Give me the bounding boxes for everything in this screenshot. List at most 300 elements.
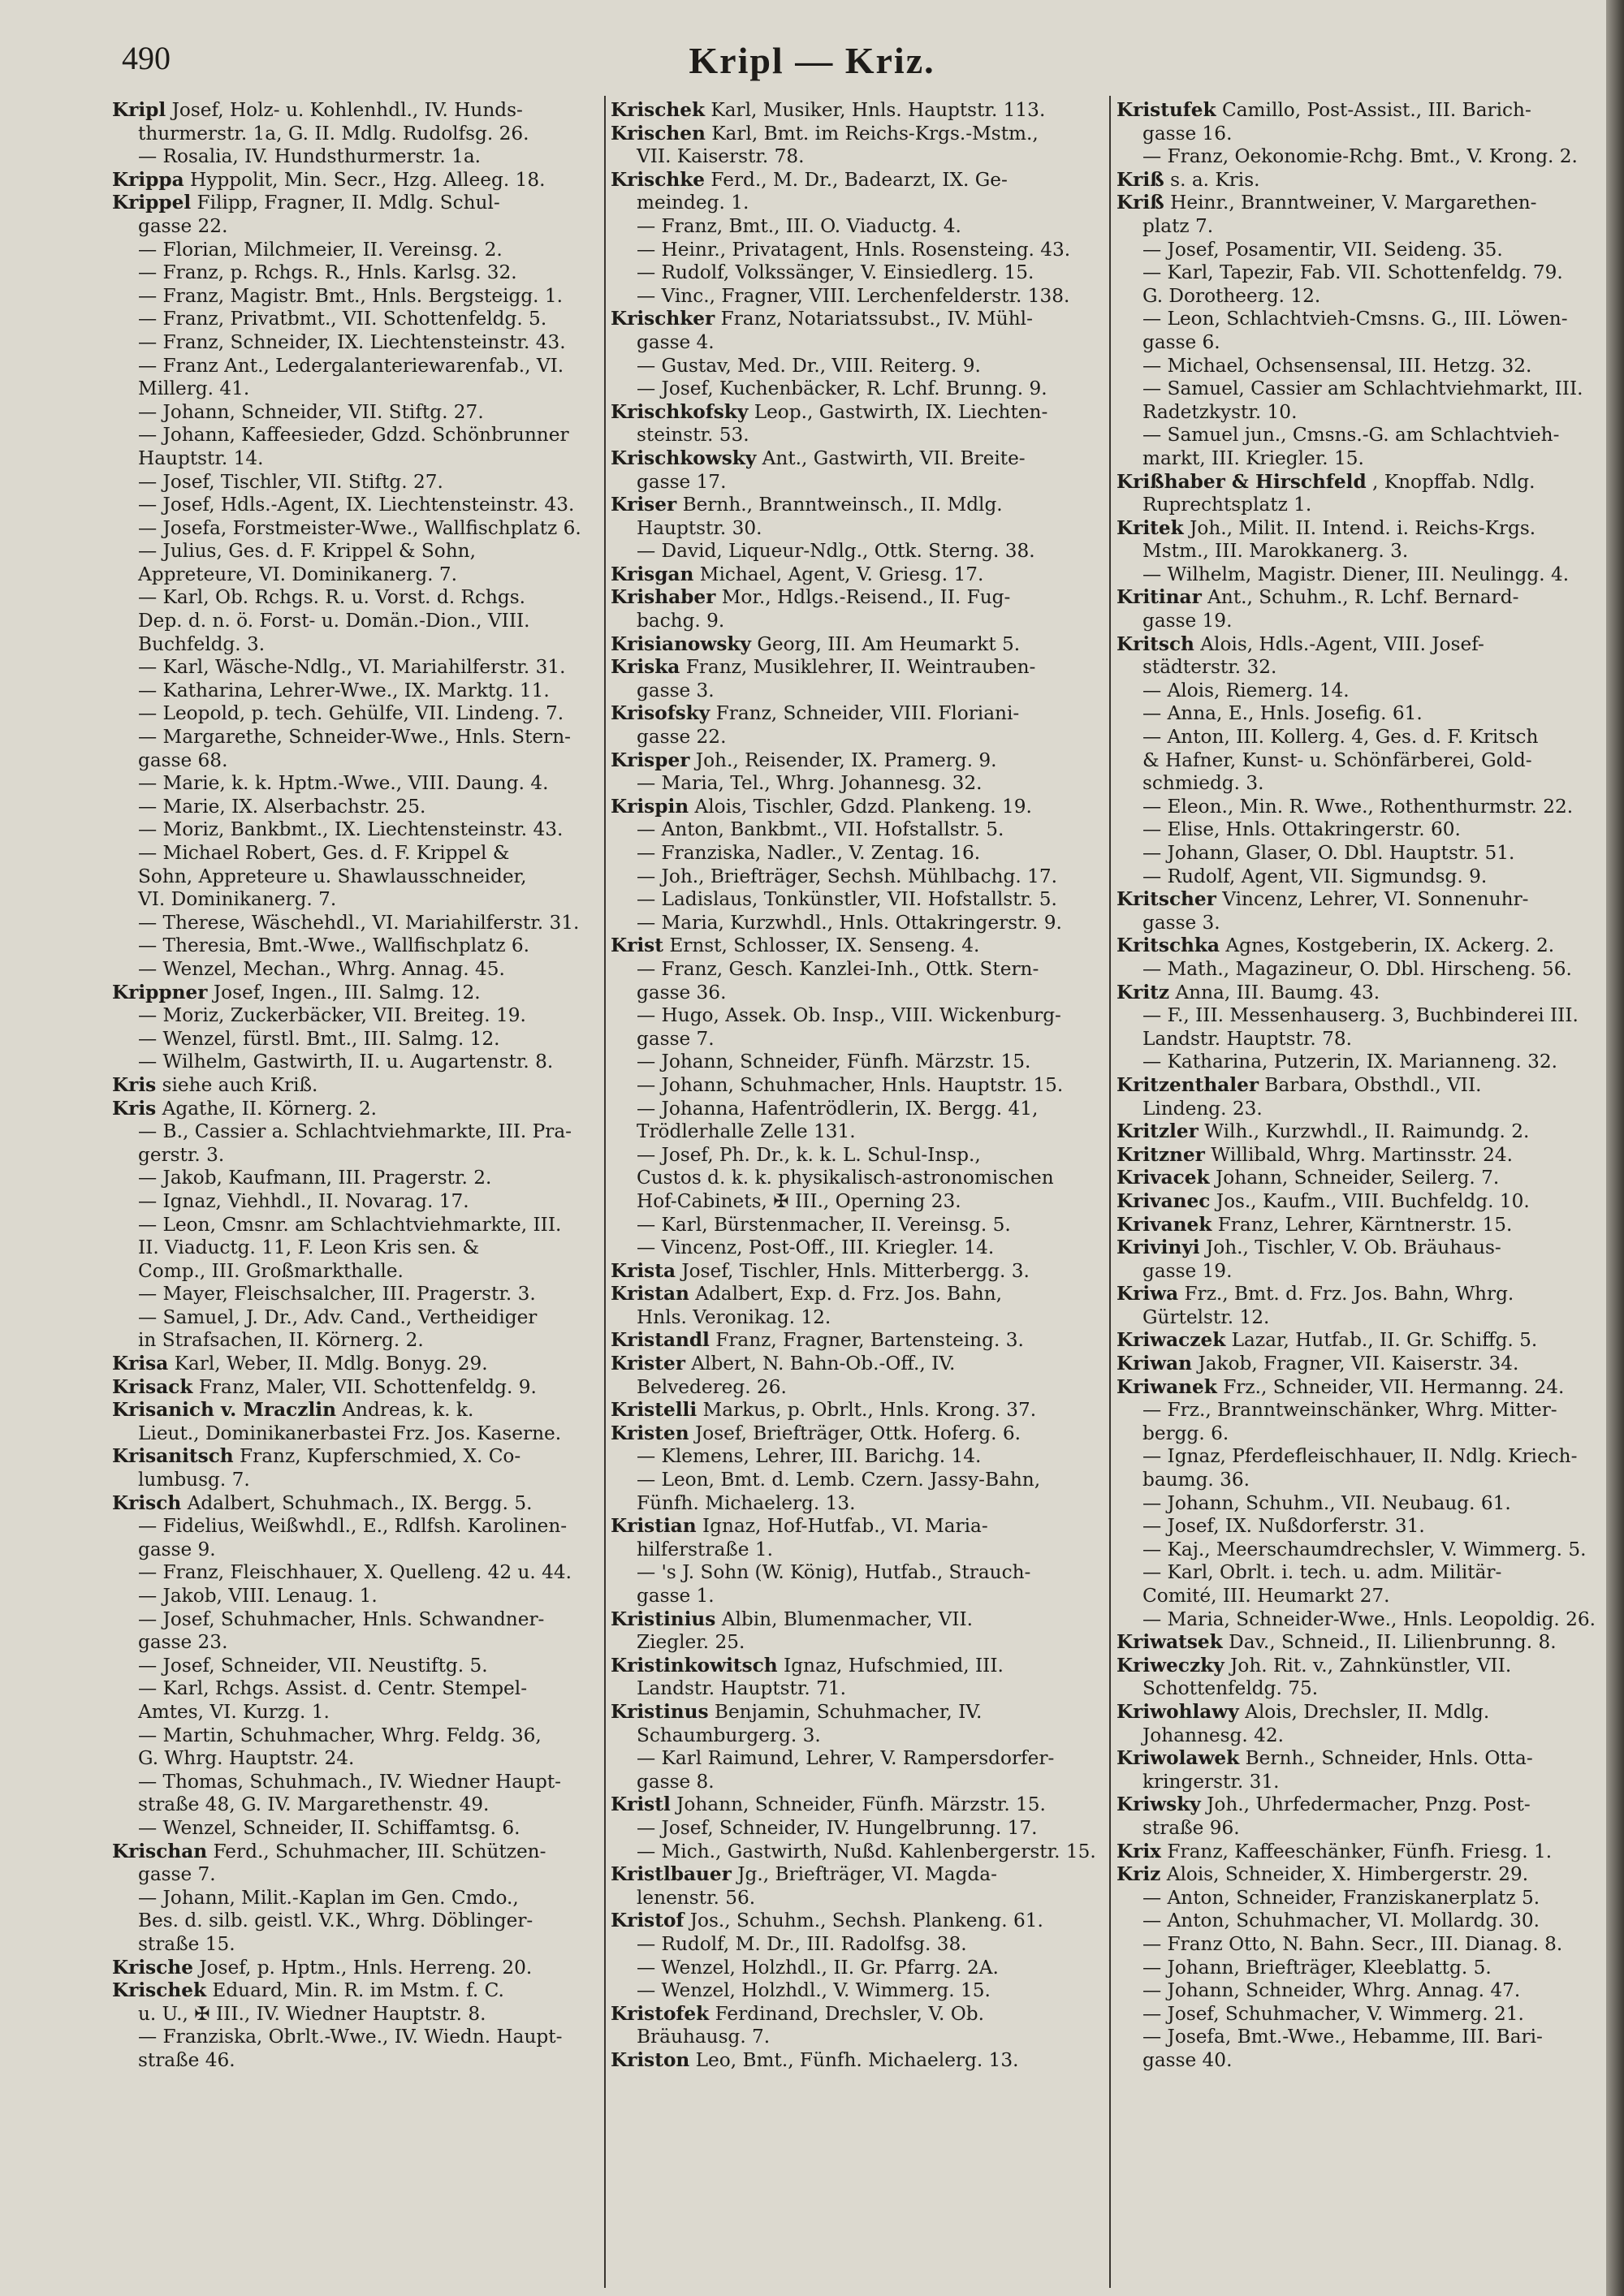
directory-entry bbox=[1116, 888, 1604, 912]
entry-surname: Krisch bbox=[112, 1491, 182, 1514]
directory-entry bbox=[1116, 1445, 1604, 1469]
directory-entry bbox=[1116, 1933, 1604, 1957]
entry-text: , Knopffab. Ndlg. bbox=[1372, 470, 1535, 493]
entry-text: gerstr. 3. bbox=[138, 1143, 225, 1166]
directory-entry bbox=[112, 633, 599, 657]
directory-entry bbox=[611, 865, 1098, 889]
entry-surname: Kristinkowitsch bbox=[611, 1654, 778, 1677]
directory-entry bbox=[1116, 145, 1604, 169]
directory-entry bbox=[112, 1190, 599, 1214]
entry-text: Schottenfeldg. 75. bbox=[1142, 1677, 1319, 1700]
entry-text: Joh. Rit. v., Zahnkünstler, VII. bbox=[1230, 1654, 1512, 1677]
entry-text: Joh., Uhrfedermacher, Pnzg. Post- bbox=[1207, 1793, 1531, 1816]
column-middle bbox=[611, 99, 1098, 2072]
directory-entry bbox=[1116, 355, 1604, 378]
directory-entry bbox=[611, 1655, 1098, 1678]
directory-entry bbox=[1116, 1028, 1604, 1051]
entry-text: Alois, Hdls.-Agent, VIII. Josef- bbox=[1200, 632, 1484, 655]
entry-text: straße 48, G. IV. Margarethenstr. 49. bbox=[138, 1793, 490, 1816]
entry-text: — Johann, Schneider, Whrg. Annag. 47. bbox=[1142, 1979, 1521, 2002]
directory-entry bbox=[1116, 517, 1604, 541]
directory-entry bbox=[611, 749, 1098, 773]
entry-text: — Johann, Schneider, Fünfh. Märzstr. 15. bbox=[637, 1051, 1031, 1073]
entry-text: Andreas, k. k. bbox=[342, 1399, 474, 1422]
directory-entry bbox=[611, 239, 1098, 262]
entry-text: — B., Cassier a. Schlachtviehmarkte, III. Pra- bbox=[138, 1120, 572, 1143]
entry-text: — Johann, Glaser, O. Dbl. Hauptstr. 51. bbox=[1142, 842, 1515, 864]
directory-entry bbox=[611, 517, 1098, 541]
directory-entry bbox=[1116, 261, 1604, 285]
directory-entry bbox=[1116, 1376, 1604, 1400]
directory-entry bbox=[611, 494, 1098, 517]
entry-text: Franz, Kaffeeschänker, Fünfh. Friesg. 1. bbox=[1167, 1840, 1553, 1862]
entry-text: & Hafner, Kunst- u. Schönfärberei, Gold- bbox=[1142, 749, 1532, 771]
entry-text: Ferd., M. Dr., Badearzt, IX. Ge- bbox=[710, 168, 1008, 191]
entry-surname: Kriser bbox=[611, 494, 677, 516]
directory-entry bbox=[112, 1933, 599, 1957]
directory-entry bbox=[112, 1910, 599, 1933]
entry-text: Adalbert, Schuhmach., IX. Bergg. 5. bbox=[187, 1491, 533, 1514]
directory-entry bbox=[611, 331, 1098, 355]
entry-text: — Rudolf, M. Dr., III. Radolfsg. 38. bbox=[637, 1932, 967, 1955]
directory-entry bbox=[112, 123, 599, 146]
directory-entry bbox=[611, 934, 1098, 958]
entry-text: — Josefa, Forstmeister-Wwe., Wallfischplatz 6. bbox=[138, 516, 581, 539]
entry-text: Buchfeldg. 3. bbox=[138, 632, 266, 655]
directory-entry bbox=[611, 471, 1098, 494]
entry-surname: Kristlbauer bbox=[611, 1863, 732, 1886]
entry-text: hilferstraße 1. bbox=[637, 1538, 773, 1560]
entry-text: Albert, N. Bahn-Ob.-Off., IV. bbox=[691, 1353, 956, 1375]
entry-text: Agathe, II. Körnerg. 2. bbox=[162, 1097, 377, 1120]
directory-entry bbox=[611, 1631, 1098, 1655]
directory-entry bbox=[611, 1561, 1098, 1585]
entry-text: — 's J. Sohn (W. König), Hutfab., Strauch- bbox=[637, 1561, 1031, 1584]
directory-entry bbox=[611, 1841, 1098, 1864]
entry-text: — Karl Raimund, Lehrer, V. Rampersdorfer- bbox=[637, 1747, 1055, 1770]
entry-surname: Kritschka bbox=[1116, 934, 1220, 957]
directory-entry bbox=[112, 308, 599, 331]
entry-surname: Kristandl bbox=[611, 1329, 710, 1352]
directory-entry bbox=[611, 1329, 1098, 1353]
entry-text: — Josef, Schneider, VII. Neustiftg. 5. bbox=[138, 1654, 488, 1677]
entry-text: — Josef, Tischler, VII. Stiftg. 27. bbox=[138, 470, 443, 493]
column-rule bbox=[1109, 96, 1111, 2288]
entry-text: Fünfh. Michaelerg. 13. bbox=[637, 1491, 856, 1514]
entry-text: in Strafsachen, II. Körnerg. 2. bbox=[138, 1329, 424, 1352]
directory-entry bbox=[112, 1260, 599, 1284]
entry-text: Michael, Agent, V. Griesg. 17. bbox=[699, 563, 984, 585]
directory-entry bbox=[112, 1979, 599, 2003]
entry-surname: Krischen bbox=[611, 122, 706, 145]
directory-entry bbox=[1116, 1492, 1604, 1516]
directory-entry bbox=[112, 1329, 599, 1353]
entry-text: Franz, Musiklehrer, II. Weintrauben- bbox=[685, 656, 1036, 679]
entry-text: — Moriz, Zuckerbäcker, VII. Breiteg. 19. bbox=[138, 1004, 526, 1027]
entry-text: Ruprechtsplatz 1. bbox=[1142, 494, 1312, 516]
directory-entry bbox=[611, 1515, 1098, 1539]
entry-text: — Anton, Schneider, Franziskanerplatz 5. bbox=[1142, 1886, 1540, 1909]
entry-text: Trödlerhalle Zelle 131. bbox=[637, 1120, 856, 1143]
directory-entry bbox=[611, 1957, 1098, 1980]
entry-text: — Johann, Schuhm., VII. Neubaug. 61. bbox=[1142, 1491, 1511, 1514]
entry-text: — Franz, Bmt., III. O. Viaductg. 4. bbox=[637, 214, 961, 237]
entry-surname: Krisa bbox=[112, 1353, 169, 1375]
entry-text: — Johanna, Hafentrödlerin, IX. Bergg. 41, bbox=[637, 1097, 1039, 1120]
directory-entry bbox=[1116, 424, 1604, 447]
directory-entry bbox=[1116, 2026, 1604, 2049]
entry-text: Bräuhausg. 7. bbox=[637, 2026, 771, 2048]
directory-entry bbox=[1116, 192, 1604, 215]
entry-text: gasse 7. bbox=[637, 1027, 715, 1050]
directory-entry bbox=[112, 1655, 599, 1678]
directory-entry bbox=[1116, 633, 1604, 657]
directory-entry bbox=[112, 1167, 599, 1190]
entry-text: Ferdinand, Drechsler, V. Ob. bbox=[715, 2002, 985, 2025]
entry-surname: Kriwohlawy bbox=[1116, 1700, 1239, 1723]
entry-text: Radetzkystr. 10. bbox=[1142, 400, 1298, 423]
directory-entry bbox=[112, 1422, 599, 1446]
directory-entry bbox=[611, 1144, 1098, 1167]
entry-text: gasse 17. bbox=[637, 470, 727, 493]
entry-text: — Karl, Rchgs. Assist. d. Centr. Stempel- bbox=[138, 1677, 528, 1700]
entry-text: — Leon, Bmt. d. Lemb. Czern. Jassy-Bahn, bbox=[637, 1469, 1041, 1491]
directory-entry bbox=[1116, 123, 1604, 146]
directory-entry bbox=[611, 1469, 1098, 1492]
entry-text: — Samuel jun., Cmsns.-G. am Schlachtvieh- bbox=[1142, 424, 1560, 447]
entry-surname: Kriwatsek bbox=[1116, 1631, 1223, 1654]
directory-entry bbox=[1116, 1631, 1604, 1655]
entry-text: Amtes, VI. Kurzg. 1. bbox=[138, 1700, 330, 1723]
directory-entry bbox=[1116, 1329, 1604, 1353]
directory-entry bbox=[1116, 1306, 1604, 1330]
directory-entry bbox=[1116, 1887, 1604, 1910]
entry-text: Markus, p. Obrlt., Hnls. Krong. 37. bbox=[702, 1399, 1037, 1422]
entry-text: — Wenzel, Holzhdl., V. Wimmerg. 15. bbox=[637, 1979, 991, 2002]
entry-text: — Margarethe, Schneider-Wwe., Hnls. Stern- bbox=[138, 726, 571, 749]
directory-entry bbox=[112, 1561, 599, 1585]
directory-entry bbox=[112, 586, 599, 610]
entry-text: G. Dorotheerg. 12. bbox=[1142, 284, 1321, 307]
entry-text: platz 7. bbox=[1142, 214, 1214, 237]
entry-surname: Kristufek bbox=[1116, 99, 1216, 121]
entry-surname: Kristinius bbox=[611, 1608, 716, 1630]
directory-entry bbox=[611, 958, 1098, 982]
entry-text: Filipp, Fragner, II. Mdlg. Schul- bbox=[197, 192, 500, 214]
entry-text: Jakob, Fragner, VII. Kaiserstr. 34. bbox=[1198, 1353, 1519, 1375]
directory-entry bbox=[1116, 239, 1604, 262]
entry-text: — Wenzel, fürstl. Bmt., III. Salmg. 12. bbox=[138, 1027, 500, 1050]
directory-entry bbox=[611, 702, 1098, 726]
entry-text: — Michael, Ochsensensal, III. Hetzg. 32. bbox=[1142, 354, 1532, 377]
entry-surname: Krisanitsch bbox=[112, 1445, 234, 1468]
directory-entry bbox=[112, 1817, 599, 1841]
directory-entry bbox=[1116, 1120, 1604, 1144]
directory-entry bbox=[1116, 1098, 1604, 1121]
directory-entry bbox=[112, 610, 599, 633]
entry-text: gasse 68. bbox=[138, 749, 228, 771]
entry-text: — Marie, k. k. Hptm.-Wwe., VIII. Daung. 4. bbox=[138, 772, 549, 795]
entry-text: — Frz., Branntweinschänker, Whrg. Mitter- bbox=[1142, 1399, 1557, 1422]
entry-text: — Josef, Schneider, IV. Hungelbrunng. 17. bbox=[637, 1816, 1038, 1839]
entry-text: — Leon, Schlachtvieh-Cmsns. G., III. Löwen- bbox=[1142, 308, 1568, 330]
entry-text: Jos., Schuhm., Sechsh. Plankeng. 61. bbox=[689, 1910, 1043, 1932]
directory-entry bbox=[112, 1724, 599, 1748]
column-left bbox=[112, 99, 599, 2072]
directory-entry bbox=[1116, 865, 1604, 889]
directory-entry bbox=[1116, 656, 1604, 680]
entry-text: Josef, Tischler, Hnls. Mitterbergg. 3. bbox=[681, 1259, 1030, 1282]
directory-entry bbox=[112, 772, 599, 796]
directory-entry bbox=[1116, 1469, 1604, 1492]
directory-entry bbox=[611, 1028, 1098, 1051]
directory-entry bbox=[1116, 447, 1604, 471]
entry-surname: Kristian bbox=[611, 1515, 697, 1538]
entry-surname: Kriß bbox=[1116, 168, 1164, 191]
entry-text: gasse 22. bbox=[637, 726, 727, 749]
entry-text: Franz, Fragner, Bartensteing. 3. bbox=[715, 1329, 1024, 1352]
directory-entry bbox=[112, 1585, 599, 1608]
entry-text: — Karl, Ob. Rchgs. R. u. Vorst. d. Rchgs. bbox=[138, 586, 525, 609]
directory-entry bbox=[611, 1863, 1098, 1887]
entry-text: schmiedg. 3. bbox=[1142, 772, 1264, 795]
entry-text: — Martin, Schuhmacher, Whrg. Feldg. 36, bbox=[138, 1724, 542, 1746]
entry-text: — Josef, Posamentir, VII. Seideng. 35. bbox=[1142, 238, 1503, 261]
entry-text: Comp., III. Großmarkthalle. bbox=[138, 1259, 404, 1282]
directory-entry bbox=[112, 818, 599, 842]
entry-text: — Kaj., Meerschaumdrechsler, V. Wimmerg. 5. bbox=[1142, 1538, 1587, 1560]
entry-surname: Kritsch bbox=[1116, 632, 1194, 655]
entry-surname: Kristelli bbox=[611, 1399, 698, 1422]
entry-surname: Krist bbox=[611, 934, 663, 957]
entry-text: — Katharina, Lehrer-Wwe., IX. Marktg. 11. bbox=[138, 679, 550, 701]
directory-entry bbox=[112, 1283, 599, 1306]
entry-surname: Kris bbox=[112, 1073, 157, 1096]
directory-entry bbox=[112, 192, 599, 215]
entry-text: Custos d. k. k. physikalisch-astronomischen bbox=[637, 1167, 1054, 1189]
entry-text: straße 15. bbox=[138, 1932, 235, 1955]
directory-entry bbox=[112, 680, 599, 703]
entry-text: thurmerstr. 1a, G. II. Mdlg. Rudolfsg. 26. bbox=[138, 122, 529, 145]
directory-entry bbox=[611, 1793, 1098, 1817]
directory-entry bbox=[611, 1306, 1098, 1330]
entry-text: — Karl, Bürstenmacher, II. Vereinsg. 5. bbox=[637, 1213, 1011, 1236]
directory-entry bbox=[112, 1539, 599, 1562]
entry-text: — Rudolf, Volkssänger, V. Einsiedlerg. 15. bbox=[637, 261, 1034, 284]
directory-entry bbox=[112, 1793, 599, 1817]
directory-entry bbox=[1116, 1771, 1604, 1794]
entry-text: — Math., Magazineur, O. Dbl. Hirscheng. 56. bbox=[1142, 957, 1572, 980]
directory-entry bbox=[611, 680, 1098, 703]
directory-entry bbox=[611, 656, 1098, 680]
directory-entry bbox=[112, 2049, 599, 2073]
directory-entry bbox=[112, 1399, 599, 1422]
directory-entry bbox=[611, 1098, 1098, 1121]
entry-text: G. Whrg. Hauptstr. 24. bbox=[138, 1747, 355, 1770]
directory-entry bbox=[112, 656, 599, 680]
running-title: Kripl — Kriz. bbox=[689, 40, 935, 81]
entry-text: städterstr. 32. bbox=[1142, 656, 1277, 679]
entry-surname: Kriwsky bbox=[1116, 1793, 1201, 1816]
entry-text: Gürtelstr. 12. bbox=[1142, 1306, 1270, 1328]
entry-text: — Franz, Fleischhauer, X. Quelleng. 42 u. 44. bbox=[138, 1561, 572, 1584]
entry-text: Appreteure, VI. Dominikanerg. 7. bbox=[138, 563, 458, 585]
entry-surname: Kritz bbox=[1116, 981, 1170, 1003]
entry-text: gasse 22. bbox=[138, 214, 228, 237]
entry-text: Dav., Schneid., II. Lilienbrunng. 8. bbox=[1229, 1631, 1557, 1654]
entry-text: Agnes, Kostgeberin, IX. Ackerg. 2. bbox=[1225, 934, 1555, 957]
directory-entry bbox=[1116, 818, 1604, 842]
entry-surname: Kristan bbox=[611, 1283, 689, 1306]
directory-entry bbox=[112, 145, 599, 169]
directory-entry bbox=[112, 517, 599, 541]
entry-text: Barbara, Obsthdl., VII. bbox=[1264, 1073, 1482, 1096]
entry-text: Adalbert, Exp. d. Frz. Jos. Bahn, bbox=[695, 1283, 1003, 1306]
directory-entry bbox=[112, 261, 599, 285]
entry-text: Bes. d. silb. geistl. V.K., Whrg. Döblinger- bbox=[138, 1910, 533, 1932]
entry-text: — Karl, Tapezir, Fab. VII. Schottenfeldg. 79. bbox=[1142, 261, 1563, 284]
directory-entry bbox=[1116, 1747, 1604, 1771]
directory-entry bbox=[611, 1701, 1098, 1724]
directory-entry bbox=[611, 796, 1098, 819]
entry-text: gasse 3. bbox=[1142, 911, 1220, 934]
directory-entry bbox=[1116, 285, 1604, 309]
entry-text: Johann, Schneider, Seilerg. 7. bbox=[1216, 1167, 1500, 1189]
directory-entry bbox=[112, 331, 599, 355]
directory-entry bbox=[611, 123, 1098, 146]
directory-entry bbox=[611, 610, 1098, 633]
entry-text: VII. Kaiserstr. 78. bbox=[637, 145, 805, 168]
directory-entry bbox=[112, 1051, 599, 1074]
entry-text: Vincenz, Lehrer, VI. Sonnenuhr- bbox=[1222, 888, 1529, 911]
entry-text: Dep. d. n. ö. Forst- u. Domän.-Dion., VIII. bbox=[138, 610, 530, 632]
entry-text: Joh., Reisender, IX. Pramerg. 9. bbox=[695, 749, 997, 771]
entry-text: Ant., Gastwirth, VII. Breite- bbox=[762, 447, 1026, 469]
entry-text: Karl, Bmt. im Reichs-Krgs.-Mstm., bbox=[711, 122, 1039, 145]
directory-entry bbox=[1116, 1724, 1604, 1748]
directory-entry bbox=[611, 1422, 1098, 1446]
directory-entry bbox=[611, 1051, 1098, 1074]
entry-surname: Kristinus bbox=[611, 1700, 709, 1723]
entry-text: Landstr. Hauptstr. 71. bbox=[637, 1677, 847, 1700]
entry-text: Ernst, Schlosser, IX. Senseng. 4. bbox=[669, 934, 980, 957]
directory-entry bbox=[611, 447, 1098, 471]
entry-surname: Kriweczky bbox=[1116, 1654, 1224, 1677]
entry-surname: Krißhaber & Hirschfeld bbox=[1116, 470, 1367, 493]
entry-text: — Leopold, p. tech. Gehülfe, VII. Lindeng. 7. bbox=[138, 702, 564, 725]
directory-entry bbox=[112, 1701, 599, 1724]
entry-surname: Kriwan bbox=[1116, 1353, 1193, 1375]
entry-text: — Franz, Magistr. Bmt., Hnls. Bergsteigg. 1. bbox=[138, 284, 564, 307]
directory-entry bbox=[1116, 1585, 1604, 1608]
entry-surname: Krivanek bbox=[1116, 1213, 1212, 1236]
entry-text: Wilh., Kurzwhdl., II. Raimundg. 2. bbox=[1204, 1120, 1530, 1143]
entry-text: — Maria, Tel., Whrg. Johannesg. 32. bbox=[637, 772, 983, 795]
entry-text: meindeg. 1. bbox=[637, 192, 749, 214]
directory-entry bbox=[112, 1863, 599, 1887]
directory-entry bbox=[1116, 1608, 1604, 1632]
entry-text: — Josef, IX. Nußdorferstr. 31. bbox=[1142, 1515, 1425, 1538]
directory-entry bbox=[1116, 1353, 1604, 1376]
directory-entry bbox=[112, 1631, 599, 1655]
entry-text: Josef, Holz- u. Kohlenhdl., IV. Hunds- bbox=[171, 99, 523, 121]
directory-entry bbox=[1116, 982, 1604, 1005]
directory-entry bbox=[112, 726, 599, 749]
entry-text: — Josef, Hdls.-Agent, IX. Liechtensteinstr. 43. bbox=[138, 494, 575, 516]
entry-text: — Ignaz, Pferdefleischhauer, II. Ndlg. Kriech- bbox=[1142, 1445, 1578, 1468]
entry-surname: Krisgan bbox=[611, 563, 694, 585]
entry-text: — Hugo, Assek. Ob. Insp., VIII. Wickenburg- bbox=[637, 1004, 1061, 1027]
directory-entry bbox=[1116, 1214, 1604, 1237]
entry-text: bachg. 9. bbox=[637, 610, 725, 632]
directory-entry bbox=[611, 2003, 1098, 2026]
directory-entry bbox=[112, 1515, 599, 1539]
directory-entry bbox=[1116, 749, 1604, 773]
entry-text: — Rosalia, IV. Hundsthurmerstr. 1a. bbox=[138, 145, 482, 168]
directory-entry bbox=[611, 1933, 1098, 1957]
entry-text: — Klemens, Lehrer, III. Barichg. 14. bbox=[637, 1445, 982, 1468]
directory-entry bbox=[611, 633, 1098, 657]
directory-entry bbox=[112, 842, 599, 865]
directory-entry bbox=[1116, 1910, 1604, 1933]
entry-text: gasse 3. bbox=[637, 679, 715, 701]
entry-text: gasse 9. bbox=[138, 1538, 216, 1560]
directory-entry bbox=[611, 1376, 1098, 1400]
entry-text: — Johann, Schneider, VII. Stiftg. 27. bbox=[138, 400, 484, 423]
directory-entry bbox=[1116, 169, 1604, 192]
entry-text: Albin, Blumenmacher, VII. bbox=[721, 1608, 974, 1630]
directory-entry bbox=[611, 772, 1098, 796]
entry-surname: Krivinyi bbox=[1116, 1236, 1200, 1259]
entry-surname: Kristen bbox=[611, 1422, 689, 1444]
entry-text: Lindeng. 23. bbox=[1142, 1097, 1263, 1120]
entry-text: Frz., Bmt. d. Frz. Jos. Bahn, Whrg. bbox=[1184, 1283, 1514, 1306]
directory-entry bbox=[611, 1747, 1098, 1771]
directory-entry bbox=[112, 1747, 599, 1771]
directory-entry bbox=[112, 1144, 599, 1167]
entry-text: Franz, Schneider, VIII. Floriani- bbox=[715, 702, 1020, 725]
entry-text: Jos., Kaufm., VIII. Buchfeldg. 10. bbox=[1216, 1189, 1530, 1212]
directory-entry bbox=[611, 1910, 1098, 1933]
directory-entry bbox=[1116, 1399, 1604, 1422]
entry-text: Alois, Drechsler, II. Mdlg. bbox=[1245, 1700, 1490, 1723]
directory-entry bbox=[112, 796, 599, 819]
entry-text: — Josef, Schuhmacher, V. Wimmerg. 21. bbox=[1142, 2002, 1524, 2025]
entry-text: — Franziska, Nadler., V. Zentag. 16. bbox=[637, 842, 981, 864]
directory-entry bbox=[611, 1214, 1098, 1237]
entry-text: Mstm., III. Marokkanerg. 3. bbox=[1142, 540, 1409, 563]
entry-surname: Kriwaczek bbox=[1116, 1329, 1226, 1352]
directory-entry bbox=[1116, 471, 1604, 494]
entry-surname: Kriz bbox=[1116, 1863, 1161, 1886]
entry-text: — Josef, Kuchenbäcker, R. Lchf. Brunng. 9. bbox=[637, 378, 1047, 400]
directory-entry bbox=[1116, 308, 1604, 331]
directory-entry bbox=[611, 818, 1098, 842]
entry-text: Josef, Ingen., III. Salmg. 12. bbox=[213, 981, 481, 1003]
entry-surname: Krischan bbox=[112, 1840, 208, 1862]
entry-text: — Julius, Ges. d. F. Krippel & Sohn, bbox=[138, 540, 476, 563]
directory-entry bbox=[112, 1469, 599, 1492]
entry-surname: Krippa bbox=[112, 168, 184, 191]
directory-entry bbox=[112, 958, 599, 982]
directory-entry bbox=[112, 355, 599, 378]
entry-text: Joh., Milit. II. Intend. i. Reichs-Krgs. bbox=[1190, 516, 1536, 539]
entry-text: — Franz, Gesch. Kanzlei-Inh., Ottk. Stern- bbox=[637, 957, 1039, 980]
directory-entry bbox=[611, 1074, 1098, 1098]
entry-text: gasse 36. bbox=[637, 981, 727, 1003]
entry-text: Heinr., Branntweiner, V. Margarethen- bbox=[1170, 192, 1537, 214]
entry-surname: Krisofsky bbox=[611, 702, 710, 725]
